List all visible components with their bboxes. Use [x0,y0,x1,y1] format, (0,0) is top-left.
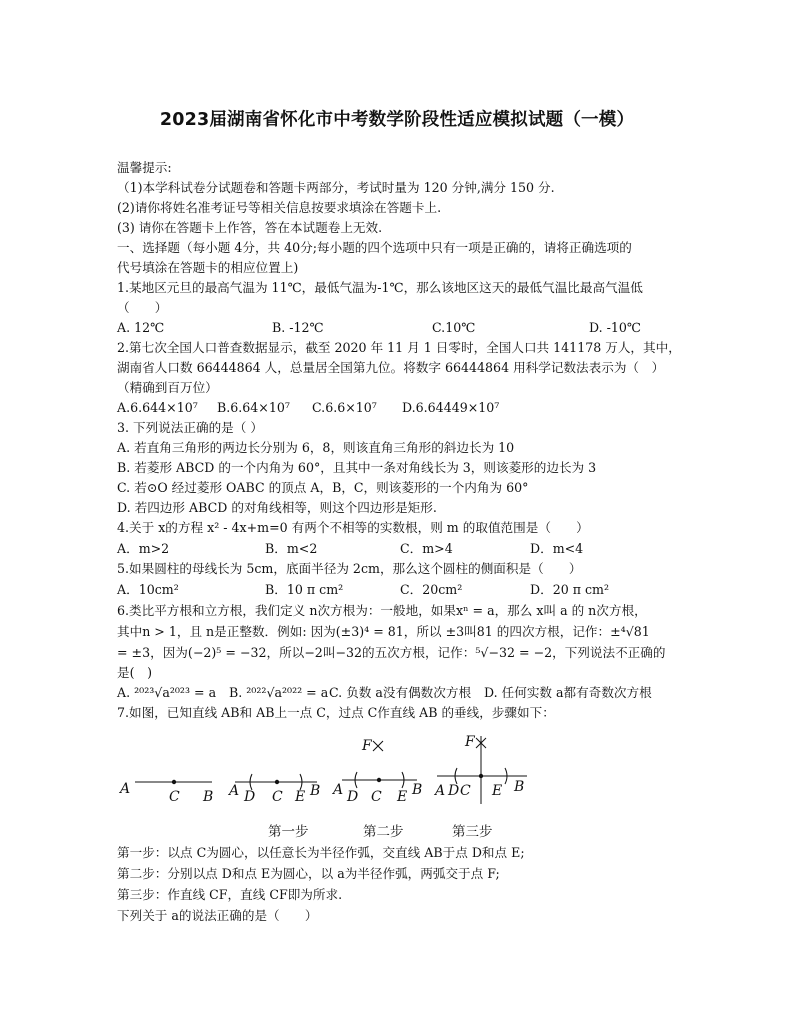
question-2-stem-cont: （精确到百万位） [117,380,218,395]
fig-label: C [169,789,180,805]
option-b: B. ²⁰²²√a²⁰²² = a [229,685,329,700]
option-c: C．m>4 [400,541,453,556]
question-3-option-d: D. 若四边形 ABCD 的对角线相等，则这个四边形是矩形. [117,500,437,515]
step-label: 第三步 [452,824,493,840]
option-a: A．m>2 [117,541,170,556]
arc-intersection-f [373,741,383,751]
question-3-option-c: C. 若⊙O 经过菱形 OABC 的顶点 A，B，C，则该菱形的一个内角为 60° [117,480,529,495]
fig-label: C [371,789,382,805]
question-7-question: 下列关于 a的说法正确的是（ ） [117,908,318,923]
tip-item: （1)本学科试卷分试题卷和答题卡两部分，考试时量为 120 分钟,满分 150 分. [117,180,555,195]
question-3-option-a: A. 若直角三角形的两边长分别为 6，8，则该直角三角形的斜边长为 10 [117,440,515,455]
option-b: B. -12℃ [272,320,324,335]
fig-label: F [465,734,475,750]
point-c [275,780,279,784]
question-7-stem: 7.如图，已知直线 AB和 AB上一点 C，过点 C作直线 AB 的垂线，步骤如下： [117,705,555,720]
tip-item: (2)请你将姓名准考证号等相关信息按要求填涂在答题卡上. [117,200,442,215]
fig-label: E [295,789,306,805]
question-5-stem: 5.如果圆柱的母线长为 5cm，底面半径为 2cm，那么这个圆柱的侧面积是（ ） [117,561,582,576]
point-c [479,774,483,778]
option-d: D. -10℃ [589,320,642,335]
step-label: 第二步 [363,824,404,840]
question-2-stem-cont: 湖南省人口数 66444864 人，总量居全国第九位。将数字 66444864 用科学记数法表示为（ ） [117,360,665,375]
option-b: B．10 π cm² [265,582,344,597]
fig-label: C [272,789,283,805]
option-c: C.10℃ [432,320,476,335]
option-a: A．10cm² [117,582,179,597]
option-d: D.6.64449×10⁷ [402,400,500,415]
question-6-stem-cont: 其中n > 1，且 n是正整数．例如: 因为(±3)⁴ = 81，所以 ±3叫81 的四次方根，记作：±⁴√81 [117,624,650,639]
question-4-stem: 4.关于 x的方程 x² - 4x+m=0 有两个不相等的实数根，则 m 的取值范围是（ ） [117,520,589,535]
point-c [377,778,381,782]
step-label: 第一步 [268,824,309,840]
question-6-stem-cont: 是( ) [117,665,153,680]
tips-heading: 温馨提示: [117,160,172,175]
fig-label: B [203,789,214,805]
option-d: D．20 π cm² [530,582,610,597]
figure-step-4 [433,734,527,804]
section-heading: 一、选择题（每小题 4分，共 40分;每小题的四个选项中只有一项是正确的，请将正确选项的 [117,240,632,255]
point-c [172,780,176,784]
option-d: D. 任何实数 a都有奇数次方根 [484,685,652,700]
fig-label: E [397,789,408,805]
option-c: C. 负数 a没有偶数次方根 [329,685,472,700]
fig-label: F [362,738,372,754]
question-3-stem: 3. 下列说法正确的是（ ） [117,420,263,435]
section-heading-cont: 代号填涂在答题卡的相应位置上) [117,260,299,275]
figure-step-3 [331,738,422,805]
fig-label: D [448,783,460,799]
question-1-stem: 1.某地区元旦的最高气温为 11℃，最低气温为-1℃，那么该地区这天的最低气温比最高气温低 [117,280,643,295]
fig-label: C [460,783,471,799]
option-a: A.6.644×10⁷ [117,400,198,415]
fig-label: B [310,783,321,799]
fig-label: A [229,783,240,799]
question-7-step-2: 第二步：分别以点 D和点 E为圆心，以 a为半径作弧，两弧交于点 F; [117,866,500,881]
fig-label: A [435,783,446,799]
option-a: A. ²⁰²³√a²⁰²³ = a [117,685,217,700]
question-7-step-3: 第三步：作直线 CF，直线 CF即为所求. [117,887,343,902]
fig-label: B [514,779,525,795]
fig-label: D [347,789,359,805]
question-6-stem: 6.类比平方根和立方根，我们定义 n次方根为：一般地，如果xⁿ = a，那么 x叫 a 的 n次方根， [117,603,647,618]
question-7-step-1: 第一步：以点 C为圆心，以任意长为半径作弧，交直线 AB于点 D和点 E; [117,845,525,860]
question-2-stem: 2.第七次全国人口普查数据显示，截至 2020 年 11 月 1 日零时，全国人口共 141178 万人，其中， [117,340,681,355]
figure-step-2 [227,774,320,805]
figure-step-1 [118,780,213,805]
fig-label: A [333,782,344,798]
tip-item: (3) 请你在答题卡上作答，答在本试题卷上无效. [117,220,383,235]
option-c: C.6.6×10⁷ [312,400,377,415]
question-6-stem-cont: = ±3，因为(−2)⁵ = −32，所以−2叫−32的五次方根，记作：⁵√−32 = −2，下列说法不正确的 [117,645,666,660]
option-b: B．m<2 [265,541,318,556]
option-a: A. 12℃ [117,320,165,335]
question-1-stem-cont: （ ） [117,300,168,315]
fig-label: A [120,781,131,797]
fig-label: D [244,789,256,805]
construction-figure [117,728,537,818]
option-b: B.6.64×10⁷ [217,400,290,415]
option-c: C．20cm² [400,582,463,597]
fig-label: B [412,782,423,798]
question-3-option-b: B. 若菱形 ABCD 的一个内角为 60°，且其中一条对角线长为 3，则该菱形的边长为 3 [117,460,597,475]
option-d: D．m<4 [530,541,584,556]
page-title: 2023届湖南省怀化市中考数学阶段性适应模拟试题（一模） [159,110,635,130]
fig-label: E [492,783,503,799]
